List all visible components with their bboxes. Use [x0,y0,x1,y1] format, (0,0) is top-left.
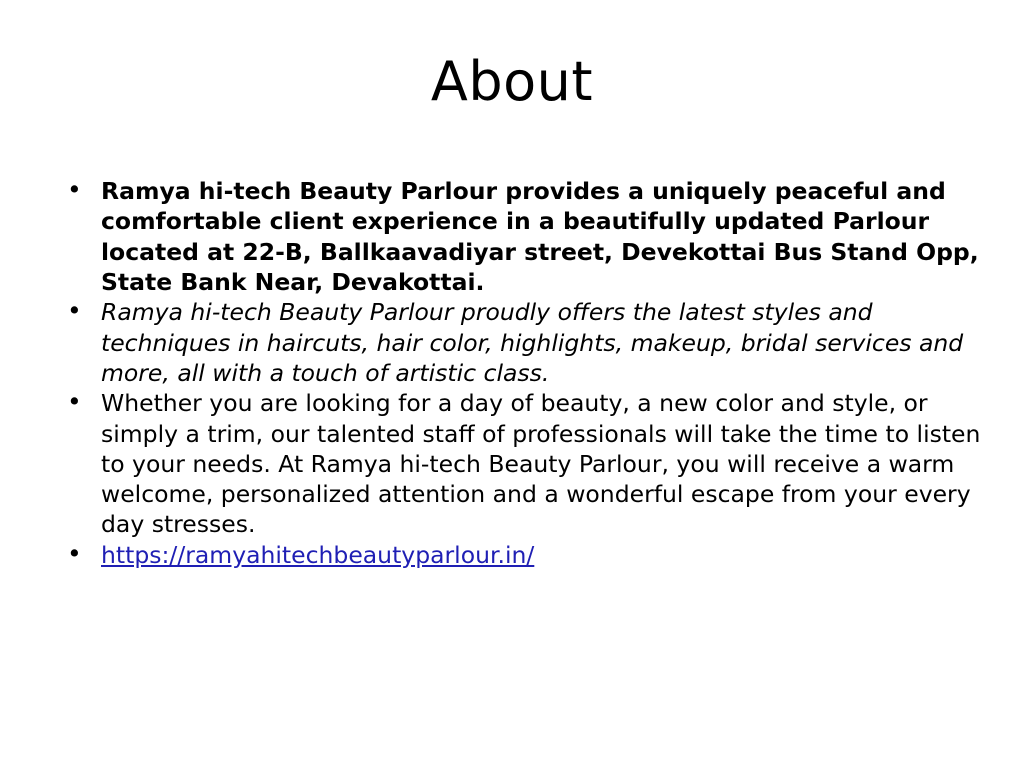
bullet-text: Whether you are looking for a day of beauty, a new color and style, or simply a trim, our talented staff of professionals will take the time to listen to your needs. At Ramya hi-tech Beauty Parlour, you will receive a warm welcome, personalized attention and a wonderful escape from your every day stresses. [101,389,981,539]
website-link[interactable]: https://ramyahitechbeautyparlour.in/ [101,540,535,569]
bullet-list [55,176,985,570]
slide-body [55,176,985,570]
list-item [55,388,985,540]
list-item-link[interactable] [55,540,985,570]
list-item [55,176,985,297]
bullet-text: Ramya hi-tech Beauty Parlour proudly offers the latest styles and techniques in haircuts, hair color, highlights, makeup, bridal services and more, all with a touch of artistic class. [101,298,964,387]
page-title: About [430,50,594,113]
bullet-text: Ramya hi-tech Beauty Parlour provides a uniquely peaceful and comfortable client experience in a beautifully updated Parlour located at 22-B, Ballkaavadiyar street, Devekottai Bus Stand Opp, State Bank Near, Devakottai. [101,177,979,296]
list-item [55,297,985,388]
